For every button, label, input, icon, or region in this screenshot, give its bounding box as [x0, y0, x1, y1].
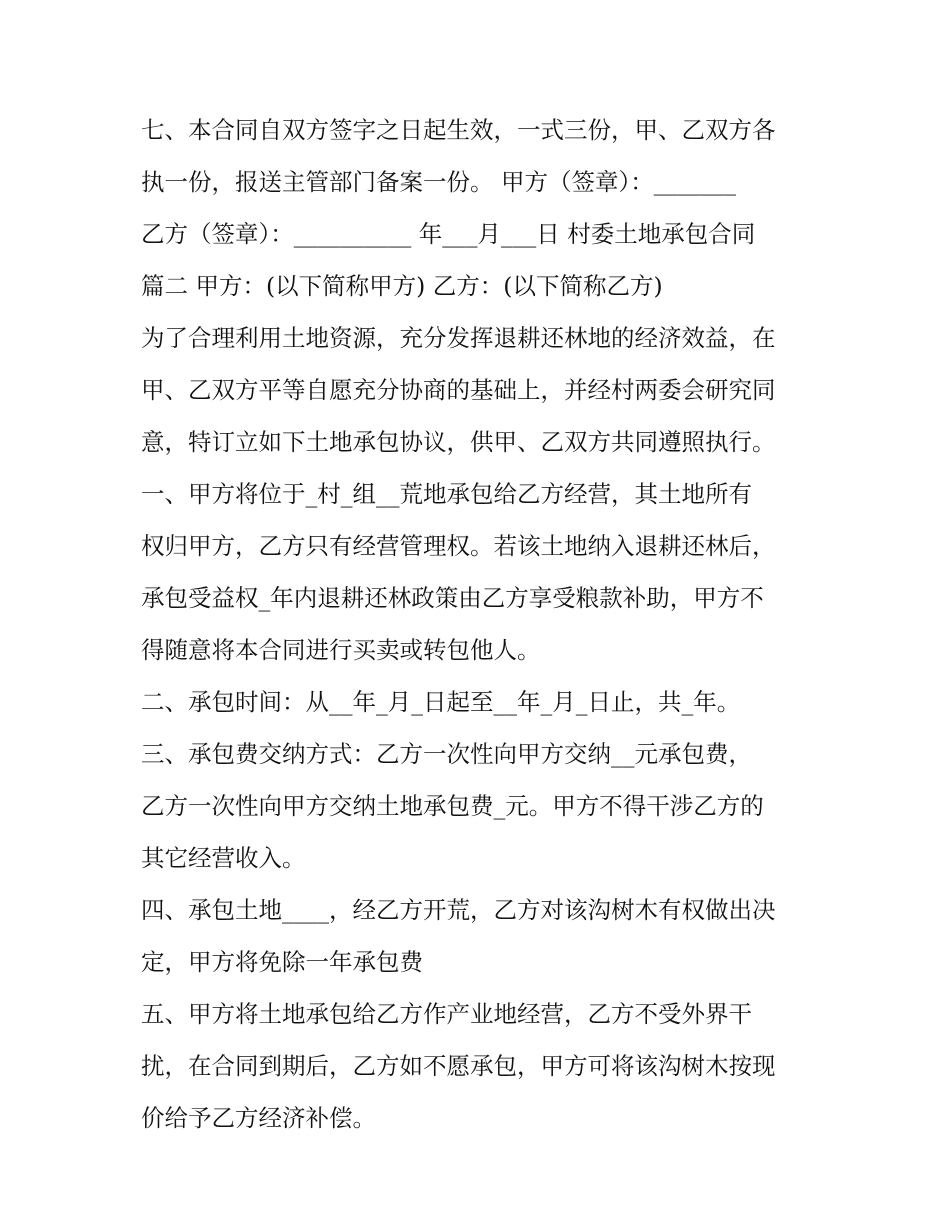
text-line: 甲、乙双方平等自愿充分协商的基础上，并经村两委会研究同 — [141, 376, 776, 404]
text-line: 权归甲方，乙方只有经营管理权。若该土地纳入退耕还林后， — [141, 532, 776, 560]
text-line: 二、承包时间：从__年_月_日起至__年_月_日止，共_年。 — [141, 688, 741, 716]
text-line: 三、承包费交纳方式：乙方一次性向甲方交纳__元承包费， — [141, 740, 752, 768]
text-line: 扰，在合同到期后，乙方如不愿承包，甲方可将该沟树木按现 — [141, 1052, 776, 1080]
text-line: 篇二 甲方：(以下简称甲方) 乙方：(以下简称乙方) — [141, 272, 663, 300]
text-line: 其它经营收入。 — [141, 844, 306, 872]
text-line: 乙方（签章）：__________ 年___月___日 村委土地承包合同 — [141, 220, 756, 248]
text-line: 承包受益权_年内退耕还林政策由乙方享受粮款补助，甲方不 — [141, 584, 764, 612]
text-line: 乙方一次性向甲方交纳土地承包费_元。甲方不得干涉乙方的 — [141, 792, 764, 820]
text-line: 意，特订立如下土地承包协议，供甲、乙双方共同遵照执行。 — [141, 428, 776, 456]
text-line: 为了合理利用土地资源，充分发挥退耕还林地的经济效益，在 — [141, 324, 776, 352]
text-line: 五、甲方将土地承包给乙方作产业地经营，乙方不受外界干 — [141, 1000, 752, 1028]
text-line: 一、甲方将位于_村_组__荒地承包给乙方经营，其土地所有 — [141, 480, 752, 508]
text-line: 得随意将本合同进行买卖或转包他人。 — [141, 636, 541, 664]
contract-text — [141, 104, 821, 1144]
text-line: 价给予乙方经济补偿。 — [141, 1104, 376, 1132]
text-line: 定，甲方将免除一年承包费 — [141, 948, 423, 976]
text-line: 执一份，报送主管部门备案一份。 甲方（签章）：_______ — [141, 168, 736, 196]
text-line: 七、本合同自双方签字之日起生效，一式三份，甲、乙双方各 — [141, 116, 776, 144]
text-line: 四、承包土地____，经乙方开荒，乙方对该沟树木有权做出决 — [141, 896, 776, 924]
